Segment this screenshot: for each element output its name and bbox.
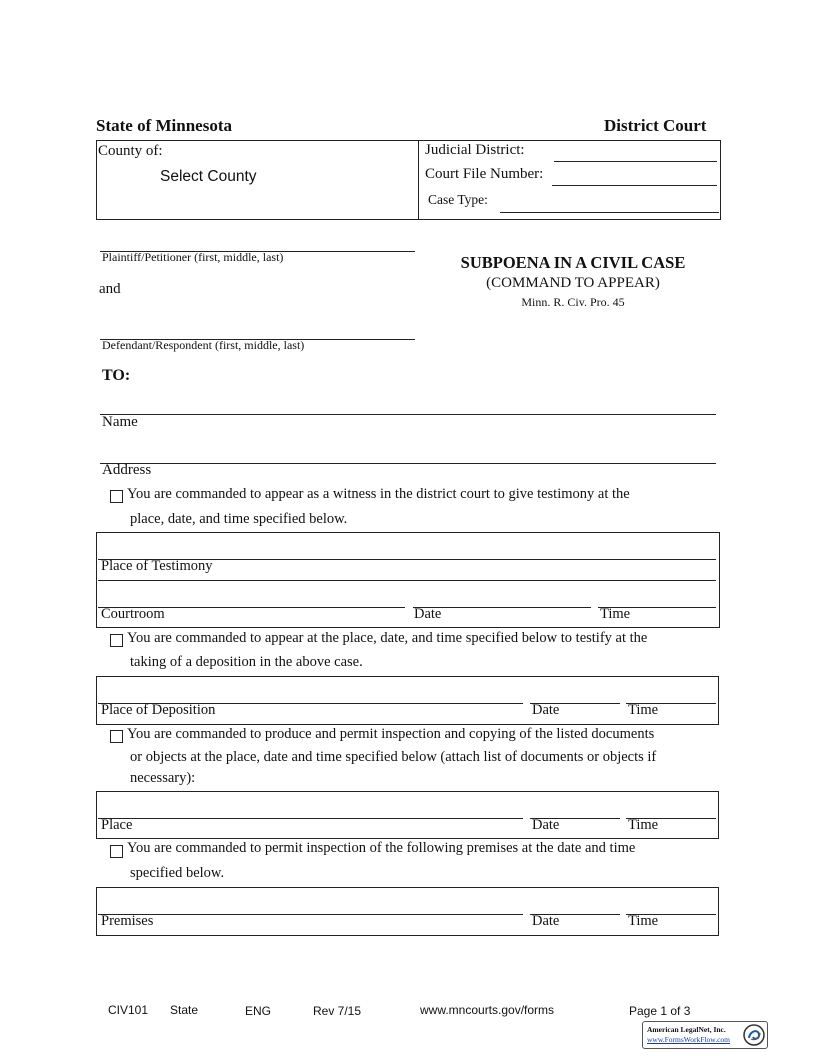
premises-text-line2: specified below.: [130, 865, 225, 881]
form-rule: Minn. R. Civ. Pro. 45: [521, 295, 625, 309]
deposition-checkbox[interactable]: [110, 634, 123, 647]
premises-text-line1: You are commanded to permit inspection of the following premises at the date and time: [127, 840, 636, 856]
deposition-text-line1: You are commanded to appear at the place, date, and time specified below to testify at the: [127, 630, 648, 646]
documents-time-label: Time: [628, 817, 659, 833]
testimony-checkbox[interactable]: [110, 490, 123, 503]
court-heading: District Court: [604, 116, 707, 135]
documents-date-label: Date: [532, 817, 560, 833]
and-text: and: [99, 281, 121, 297]
deposition-text-line2: taking of a deposition in the above case.: [130, 654, 363, 670]
testimony-text-line2: place, date, and time specified below.: [130, 511, 348, 527]
name-field[interactable]: [100, 414, 716, 415]
court-file-number-field[interactable]: [552, 185, 717, 186]
premises-label: Premises: [101, 913, 154, 929]
judicial-district-field[interactable]: [554, 161, 717, 162]
footer-page: Page 1 of 3: [629, 1004, 691, 1018]
documents-place-label: Place: [101, 817, 133, 833]
logo-url[interactable]: www.FormsWorkFlow.com: [647, 1035, 731, 1044]
place-of-testimony-field[interactable]: [98, 580, 716, 581]
place-of-deposition-label: Place of Deposition: [101, 702, 216, 718]
name-label: Name: [102, 414, 138, 430]
state-heading: State of Minnesota: [96, 116, 232, 135]
testimony-date-label: Date: [414, 606, 442, 622]
address-field[interactable]: [100, 463, 716, 464]
defendant-label: Defendant/Respondent (first, middle, last): [102, 338, 305, 352]
logo-swirl-icon: [743, 1024, 765, 1046]
place-of-testimony-label: Place of Testimony: [101, 558, 213, 574]
footer-form-id: CIV101: [108, 1003, 149, 1017]
premises-box: [96, 887, 719, 936]
americanlegalnet-logo: [642, 1021, 768, 1049]
to-label: TO:: [102, 367, 131, 384]
documents-box: [96, 791, 719, 839]
premises-time-label: Time: [628, 913, 659, 929]
documents-text-line2: or objects at the place, date and time specified below (attach list of documents or objects if: [130, 749, 657, 765]
county-select[interactable]: Select County: [160, 168, 257, 185]
address-label: Address: [102, 462, 152, 478]
courtroom-label: Courtroom: [101, 606, 165, 622]
testimony-time-label: Time: [600, 606, 631, 622]
premises-field[interactable]: [98, 914, 523, 915]
documents-text-line1: You are commanded to produce and permit inspection and copying of the listed documents: [127, 726, 655, 742]
premises-checkbox[interactable]: [110, 845, 123, 858]
case-type-field[interactable]: [500, 212, 719, 213]
footer-language: ENG: [245, 1004, 272, 1018]
form-title: SUBPOENA IN A CIVIL CASE: [460, 253, 686, 272]
footer-website[interactable]: www.mncourts.gov/forms: [420, 1003, 555, 1017]
footer-jurisdiction: State: [170, 1003, 199, 1017]
plaintiff-label: Plaintiff/Petitioner (first, middle, last): [102, 250, 284, 264]
documents-text-line3: necessary):: [130, 770, 196, 786]
logo-company: American LegalNet, Inc.: [647, 1025, 726, 1034]
form-subtitle: (COMMAND TO APPEAR): [486, 275, 660, 291]
documents-place-field[interactable]: [98, 818, 523, 819]
deposition-time-label: Time: [628, 702, 659, 718]
case-type-label: Case Type:: [428, 192, 488, 207]
premises-date-label: Date: [532, 913, 560, 929]
documents-checkbox[interactable]: [110, 730, 123, 743]
deposition-date-label: Date: [532, 702, 560, 718]
judicial-district-label: Judicial District:: [425, 142, 525, 158]
footer-revision: Rev 7/15: [313, 1004, 362, 1018]
caption-divider: [418, 140, 419, 220]
testimony-text-line1: You are commanded to appear as a witness in the district court to give testimony at the: [127, 486, 630, 502]
county-label: County of:: [98, 143, 163, 159]
court-file-number-label: Court File Number:: [425, 166, 544, 182]
